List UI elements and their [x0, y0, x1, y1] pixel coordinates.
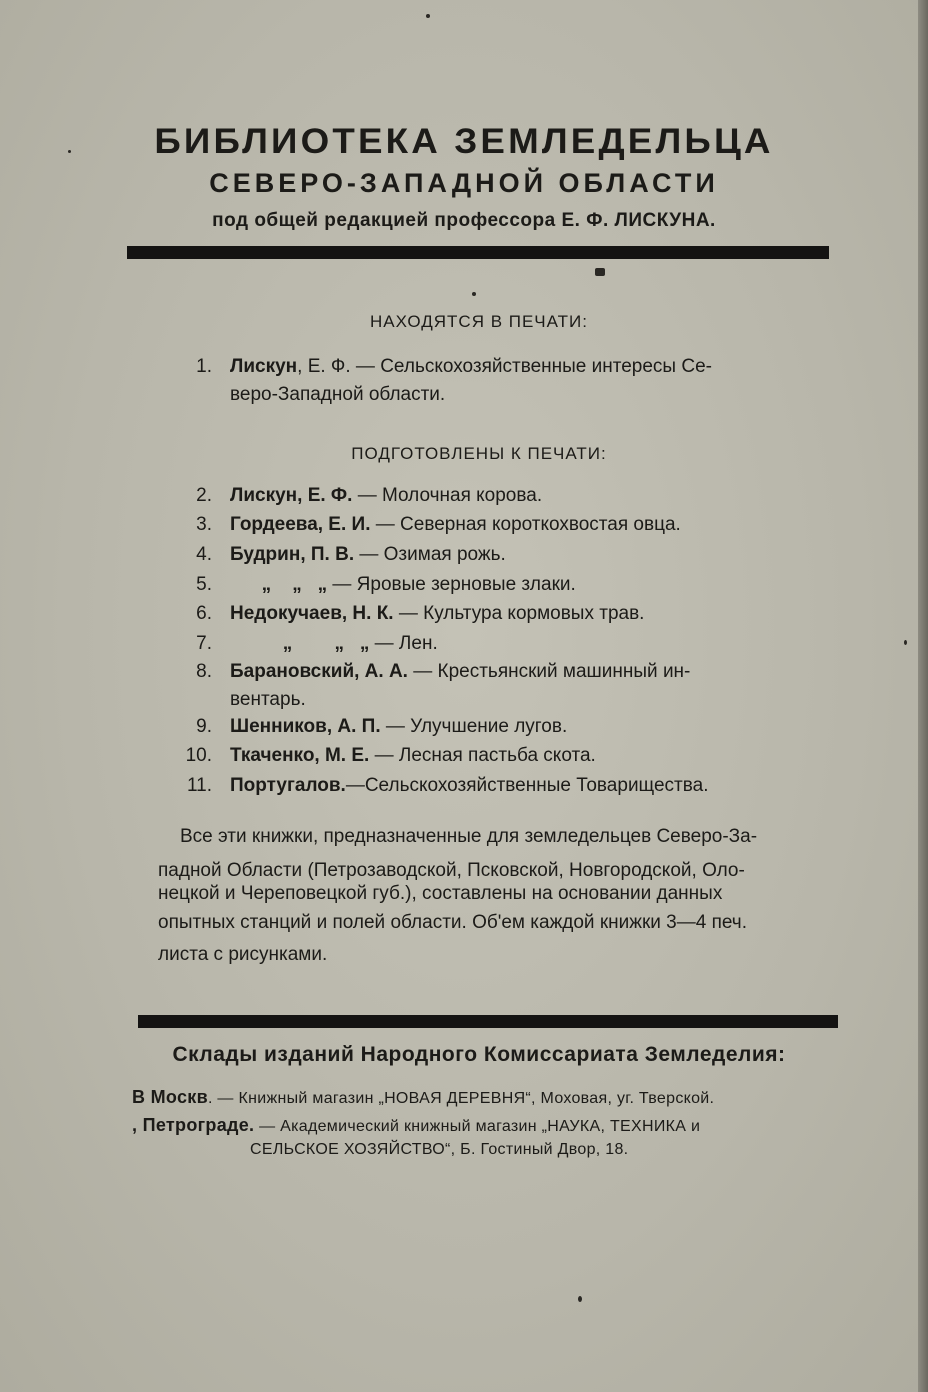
list-item — [170, 741, 840, 771]
paper-speck — [68, 150, 71, 153]
petrograd-store-line — [132, 1115, 700, 1136]
item-number: 2. — [196, 485, 212, 506]
paper-speck — [595, 268, 605, 276]
list-item — [170, 481, 840, 511]
list-item — [170, 540, 840, 570]
page-edge-shadow — [918, 0, 928, 1392]
series-title: БИБЛИОТЕКА ЗЕМЛЕДЕЛЬЦА — [154, 122, 774, 161]
item-author: Лискун — [230, 356, 298, 377]
item-title: — Молочная корова. — [352, 485, 543, 506]
editor-line: под общей редакцией профессора Е. Ф. ЛИСКУНА. — [212, 210, 716, 231]
item-author: Барановский, А. А. — [230, 661, 408, 682]
paragraph-line: листа с рисунками. — [158, 944, 328, 965]
item-author: Шенников, А. П. — [230, 716, 381, 737]
moscow-store-text: . — Книжный магазин „НОВАЯ ДЕРЕВНЯ“, Моховая, уг. Тверской. — [207, 1090, 715, 1107]
item-title: — Лесная пастьба скота. — [369, 745, 596, 766]
item-title: — Лен. — [369, 633, 438, 654]
item-number: 10. — [185, 745, 212, 766]
paper-speck — [426, 14, 430, 18]
stores-heading: Склады изданий Народного Комиссариата Земледелия: — [172, 1043, 786, 1066]
item-author: Недокучаев, Н. К. — [230, 603, 394, 624]
item-number: 9. — [196, 716, 212, 737]
top-divider — [127, 246, 829, 259]
item-continuation: веро-Западной области. — [230, 384, 446, 405]
paragraph-line: опытных станций и полей области. Об'ем каждой книжки 3—4 печ. — [158, 912, 747, 933]
item-title: — Культура кормовых трав. — [393, 603, 645, 624]
list-item — [170, 771, 840, 801]
item-number: 7. — [196, 633, 212, 654]
item-author: „ „ „ — [230, 633, 370, 654]
item-title: — Яровые зерновые злаки. — [327, 574, 576, 595]
item-number: 3. — [196, 514, 212, 535]
item-title: — Озимая рожь. — [354, 544, 506, 565]
item-number: 6. — [196, 603, 212, 624]
item-author: Ткаченко, М. Е. — [230, 745, 370, 766]
list-item — [170, 570, 840, 600]
item-title: — Крестьянский машинный ин- — [407, 661, 691, 682]
item-author: Лискун, Е. Ф. — [230, 485, 353, 506]
item-author: Гордеева, Е. И. — [230, 514, 371, 535]
item-title: — Улучшение лугов. — [380, 716, 568, 737]
petrograd-store-text: — Академический книжный магазин „НАУКА, ТЕХНИКА и — [254, 1118, 701, 1135]
list-item — [170, 352, 840, 382]
paragraph-line: нецкой и Череповецкой губ.), составлены на основании данных — [158, 883, 723, 904]
item-author: Португалов. — [230, 775, 346, 796]
item-title: —Сельскохозяйственные Товарищества. — [345, 775, 709, 796]
series-subtitle: СЕВЕРО-ЗАПАДНОЙ ОБЛАСТИ — [209, 168, 719, 198]
paper-speck — [578, 1296, 582, 1302]
list-item — [170, 712, 840, 742]
item-title: , Е. Ф. — Сельскохозяйственные интересы Се- — [297, 356, 712, 377]
list-item — [170, 599, 840, 629]
paragraph-line: Все эти книжки, предназначенные для земледельцев Северо-За- — [180, 826, 758, 847]
item-number: 5. — [196, 574, 212, 595]
list-item — [170, 510, 840, 540]
item-number: 11. — [186, 775, 212, 796]
moscow-label: В Москв — [132, 1087, 208, 1107]
item-author: „ „ „ — [230, 574, 328, 595]
paper-speck — [904, 640, 907, 645]
item-number: 1. — [196, 356, 212, 377]
list-item — [170, 657, 840, 687]
list-item — [170, 629, 840, 659]
petrograd-store-continuation: СЕЛЬСКОЕ ХОЗЯЙСТВО“, Б. Гостиный Двор, 18. — [250, 1141, 629, 1158]
bottom-divider — [138, 1015, 838, 1028]
item-title: — Северная короткохвостая овца. — [370, 514, 681, 535]
paper-speck — [472, 292, 476, 296]
in-print-heading: НАХОДЯТСЯ В ПЕЧАТИ: — [370, 312, 588, 331]
paragraph-line: падной Области (Петрозаводской, Псковской, Новгородской, Оло- — [158, 860, 745, 881]
petrograd-label: , Петрограде. — [132, 1115, 255, 1135]
item-number: 4. — [196, 544, 212, 565]
moscow-store-line — [132, 1087, 714, 1108]
prepared-heading: ПОДГОТОВЛЕНЫ К ПЕЧАТИ: — [351, 444, 607, 463]
item-author: Будрин, П. В. — [230, 544, 355, 565]
item-number: 8. — [196, 661, 212, 682]
item-continuation: вентарь. — [230, 689, 306, 710]
